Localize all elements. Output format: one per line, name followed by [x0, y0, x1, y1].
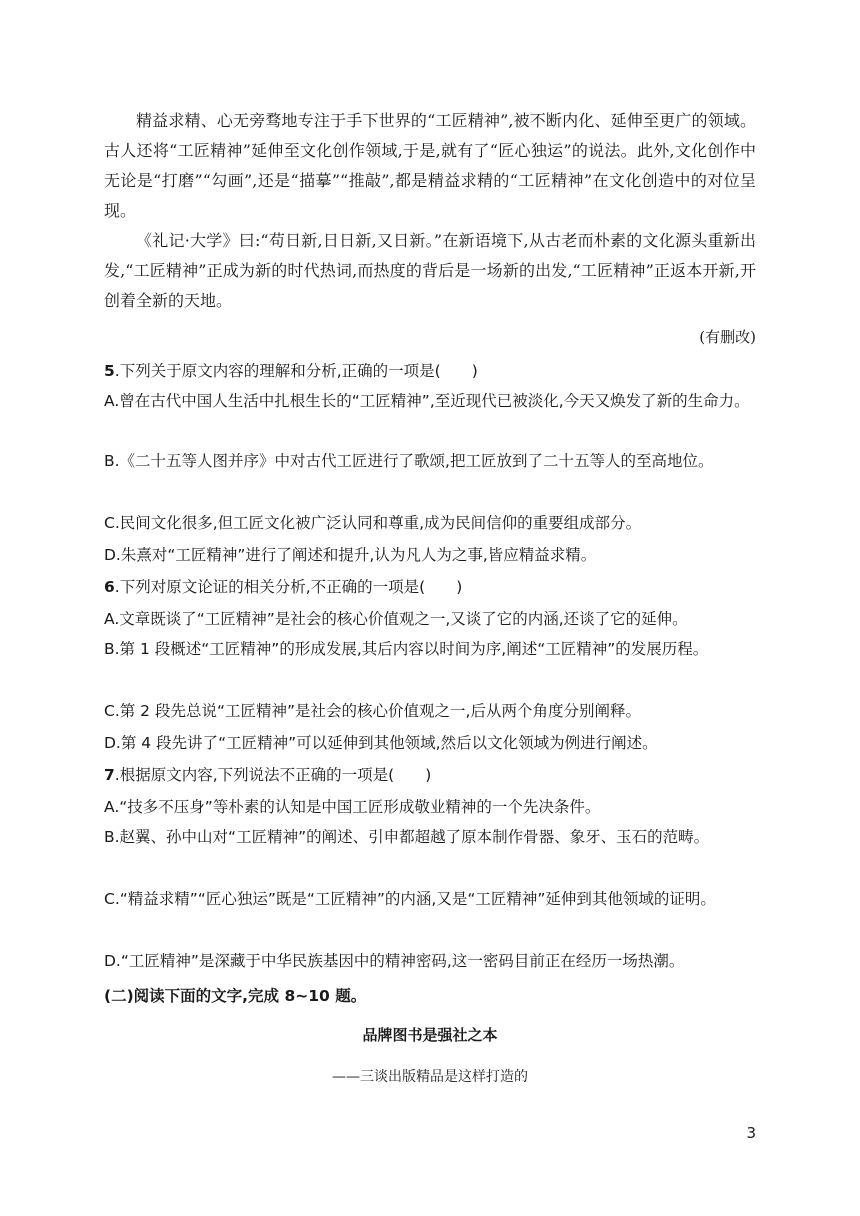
question-6-stem — [104, 572, 756, 602]
page-number: 3 — [746, 1124, 756, 1142]
question-7-option-a: A.“技多不压身”等朴素的认知是中国工匠形成敬业精神的一个先决条件。 — [104, 798, 601, 816]
question-6-option-c: C.第 2 段先总说“工匠精神”是社会的核心价值观之一,后从两个角度分别阐释。 — [104, 702, 641, 720]
source-note: (有删改) — [699, 328, 756, 346]
question-number: 7 — [104, 766, 115, 784]
question-5-option-d: D.朱熹对“工匠精神”进行了阐述和提升,认为凡人为之事,皆应精益求精。 — [104, 546, 597, 564]
question-number: 5 — [104, 362, 115, 380]
question-5-option-b: B.《二十五等人图并序》中对古代工匠进行了歌颂,把工匠放到了二十五等人的至高地位。 — [104, 452, 714, 470]
question-7-option-c: C.“精益求精”“匠心独运”既是“工匠精神”的内涵,又是“工匠精神”延伸到其他领域的证明。 — [104, 890, 716, 908]
question-stem-text: .根据原文内容,下列说法不正确的一项是( ) — [114, 766, 432, 784]
question-7-option-b: B.赵翼、孙中山对“工匠精神”的阐述、引申都超越了原本制作骨器、象牙、玉石的范畴。 — [104, 828, 710, 846]
question-6-option-b: B.第 1 段概述“工匠精神”的形成发展,其后内容以时间为序,阐述“工匠精神”的发展历程。 — [104, 640, 709, 658]
section-heading: (二)阅读下面的文字,完成 8~10 题。 — [104, 987, 367, 1005]
article-subtitle: ——三谈出版精品是这样打造的 — [332, 1069, 528, 1085]
passage-paragraph-1: 精益求精、心无旁骛地专注于手下世界的“工匠精神”,被不断内化、延伸至更广的领域。古人还将“工匠精神”延伸至文化创作领域,于是,就有了“匠心独运”的说法。此外,文化创作中无论是“打磨”“勾画”,还是“描摹”“推敲”,都是精益求精的“工匠精神”在文化创造中的对位呈现。 — [104, 111, 756, 220]
passage-paragraph-2: 《礼记·大学》曰:“苟日新,日日新,又日新。”在新语境下,从古老而朴素的文化源头重新出发,“工匠精神”正成为新的时代热词,而热度的背后是一场新的出发,“工匠精神”正返本开新,开创着全新的天地。 — [104, 231, 756, 310]
question-5-stem — [104, 356, 756, 386]
question-5-option-c: C.民间文化很多,但工匠文化被广泛认同和尊重,成为民间信仰的重要组成部分。 — [104, 514, 642, 532]
question-6-option-a: A.文章既谈了“工匠精神”是社会的核心价值观之一,又谈了它的内涵,还谈了它的延伸。 — [104, 610, 688, 628]
question-5-option-a: A.曾在古代中国人生活中扎根生长的“工匠精神”,至近现代已被淡化,今天又焕发了新的生命力。 — [104, 392, 750, 410]
question-6-option-d: D.第 4 段先讲了“工匠精神”可以延伸到其他领域,然后以文化领域为例进行阐述。 — [104, 734, 658, 752]
question-number: 6 — [104, 578, 115, 596]
question-stem-text: .下列关于原文内容的理解和分析,正确的一项是( ) — [114, 362, 478, 380]
article-title: 品牌图书是强社之本 — [362, 1026, 498, 1044]
question-7-stem — [104, 760, 756, 790]
question-stem-text: .下列对原文论证的相关分析,不正确的一项是( ) — [114, 578, 463, 596]
question-7-option-d: D.“工匠精神”是深藏于中华民族基因中的精神密码,这一密码目前正在经历一场热潮。 — [104, 952, 685, 970]
